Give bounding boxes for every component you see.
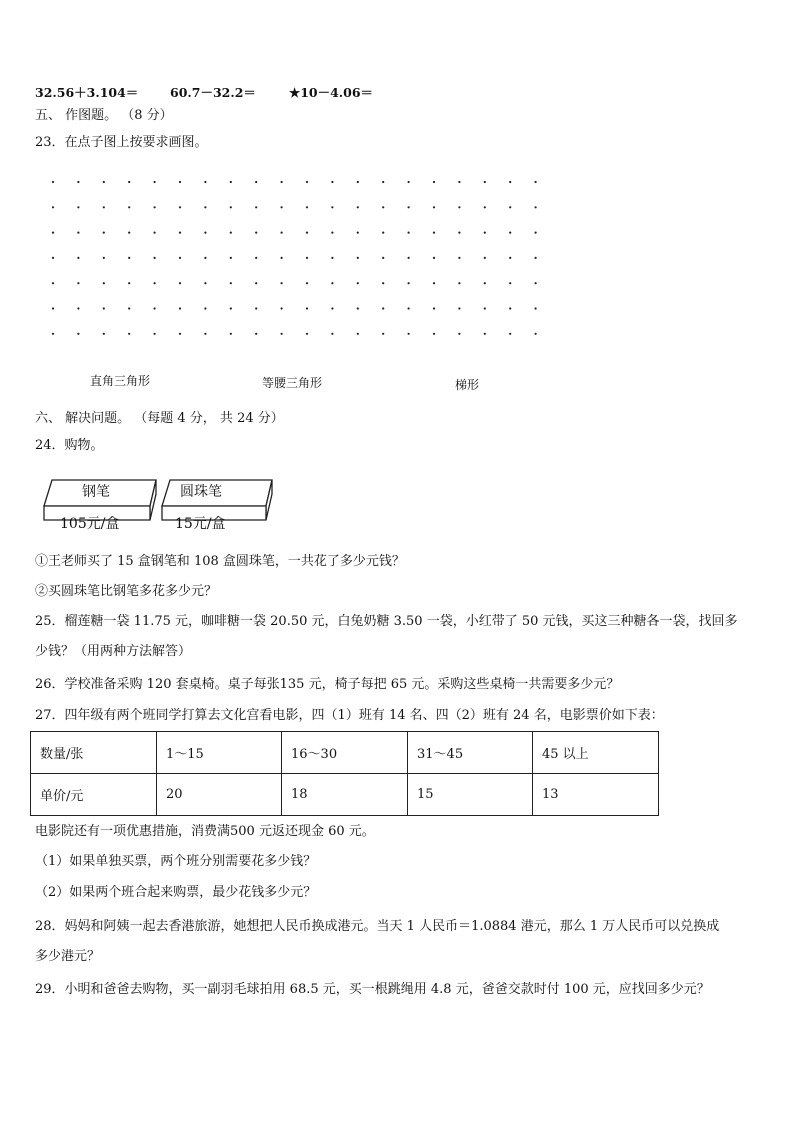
grid-dot[interactable] <box>255 257 257 259</box>
grid-dot[interactable] <box>128 181 130 183</box>
grid-dot[interactable] <box>230 257 232 259</box>
grid-dot[interactable] <box>154 282 156 284</box>
grid-dot[interactable] <box>52 206 54 208</box>
calc-3: ★10－4.06＝ <box>289 85 374 100</box>
grid-dot[interactable] <box>382 257 384 259</box>
grid-dot[interactable] <box>52 232 54 234</box>
grid-dot[interactable] <box>331 257 333 259</box>
grid-dot[interactable] <box>204 257 206 259</box>
grid-dot[interactable] <box>281 206 283 208</box>
grid-dot[interactable] <box>52 257 54 259</box>
shape-label-right-triangle: 直角三角形 <box>90 374 151 388</box>
grid-dot[interactable] <box>281 181 283 183</box>
grid-dot[interactable] <box>128 282 130 284</box>
grid-dot[interactable] <box>509 257 511 259</box>
grid-dot[interactable] <box>331 206 333 208</box>
grid-dot[interactable] <box>535 206 537 208</box>
question-27-sub-2: （2）如果两个班合起来购票，最少花钱多少元？ <box>35 885 317 900</box>
table-cell: 单价/元 <box>31 774 157 816</box>
grid-dot[interactable] <box>103 333 105 335</box>
table-cell: 16～30 <box>282 732 408 774</box>
grid-dot[interactable] <box>281 282 283 284</box>
grid-dot[interactable] <box>357 206 359 208</box>
grid-dot[interactable] <box>103 181 105 183</box>
question-28-line-1: 28．妈妈和阿姨一起去香港旅游，她想把人民币换成港元。当天 1 人民币＝1.0884 港元，那么 1 万人民币可以兑换成 <box>35 919 720 934</box>
grid-dot[interactable] <box>509 282 511 284</box>
grid-dot[interactable] <box>77 206 79 208</box>
grid-dot[interactable] <box>230 282 232 284</box>
grid-dot[interactable] <box>179 206 181 208</box>
question-28-line-2: 多少港元？ <box>35 949 101 964</box>
pen-box-label: 钢笔 <box>82 484 110 500</box>
grid-dot[interactable] <box>484 181 486 183</box>
grid-dot[interactable] <box>204 333 206 335</box>
grid-dot[interactable] <box>128 307 130 309</box>
grid-dot[interactable] <box>535 333 537 335</box>
question-25-line-2: 少钱？（用两种方法解答） <box>35 644 192 659</box>
grid-dot[interactable] <box>382 282 384 284</box>
grid-dot[interactable] <box>52 282 54 284</box>
grid-dot[interactable] <box>128 206 130 208</box>
grid-dot[interactable] <box>154 307 156 309</box>
grid-dot[interactable] <box>458 333 460 335</box>
grid-dot[interactable] <box>331 307 333 309</box>
question-24-sub-2: ②买圆珠笔比钢笔多花多少元？ <box>35 584 218 599</box>
grid-dot[interactable] <box>357 257 359 259</box>
grid-dot[interactable] <box>357 307 359 309</box>
grid-dot[interactable] <box>484 333 486 335</box>
grid-dot[interactable] <box>128 232 130 234</box>
grid-dot[interactable] <box>331 232 333 234</box>
grid-dot[interactable] <box>204 232 206 234</box>
grid-dot[interactable] <box>458 257 460 259</box>
grid-dot[interactable] <box>154 232 156 234</box>
grid-dot[interactable] <box>204 307 206 309</box>
grid-dot[interactable] <box>77 333 79 335</box>
question-24-sub-1: ①王老师买了 15 盒钢笔和 108 盒圆珠笔，一共花了多少元钱？ <box>35 554 405 569</box>
grid-dot[interactable] <box>433 307 435 309</box>
grid-dot[interactable] <box>103 232 105 234</box>
grid-dot[interactable] <box>52 181 54 183</box>
grid-dot[interactable] <box>357 232 359 234</box>
grid-dot[interactable] <box>433 232 435 234</box>
grid-dot[interactable] <box>408 257 410 259</box>
grid-dot[interactable] <box>357 181 359 183</box>
grid-dot[interactable] <box>281 307 283 309</box>
calc-2: 60.7－32.2＝ <box>170 85 256 100</box>
grid-dot[interactable] <box>433 282 435 284</box>
table-row <box>31 774 659 816</box>
grid-dot[interactable] <box>535 232 537 234</box>
ballpoint-box-label: 圆珠笔 <box>180 484 222 500</box>
grid-dot[interactable] <box>458 307 460 309</box>
grid-dot[interactable] <box>179 307 181 309</box>
table-cell: 31～45 <box>408 732 533 774</box>
table-cell: 20 <box>157 774 282 816</box>
grid-dot[interactable] <box>230 232 232 234</box>
grid-dot[interactable] <box>357 333 359 335</box>
grid-dot[interactable] <box>204 282 206 284</box>
grid-dot[interactable] <box>408 307 410 309</box>
grid-dot[interactable] <box>408 282 410 284</box>
grid-dot[interactable] <box>331 282 333 284</box>
question-27-sub-1: （1）如果单独买票，两个班分别需要花多少钱？ <box>35 854 317 869</box>
question-25-line-1: 25．榴莲糖一袋 11.75 元，咖啡糖一袋 20.50 元，白兔奶糖 3.50 一袋，小红带了 50 元钱，买这三种糖各一袋，找回多 <box>35 614 738 629</box>
shape-label-isosceles-triangle: 等腰三角形 <box>262 376 323 390</box>
grid-dot[interactable] <box>509 206 511 208</box>
grid-dot[interactable] <box>509 181 511 183</box>
grid-dot[interactable] <box>179 232 181 234</box>
calc-1: 32.56＋3.104＝ <box>35 85 139 100</box>
grid-dot[interactable] <box>306 232 308 234</box>
grid-dot[interactable] <box>306 333 308 335</box>
grid-dot[interactable] <box>306 181 308 183</box>
grid-dot[interactable] <box>103 307 105 309</box>
grid-dot[interactable] <box>204 206 206 208</box>
grid-dot[interactable] <box>382 206 384 208</box>
table-cell: 15 <box>408 774 533 816</box>
question-27: 27．四年级有两个班同学打算去文化宫看电影，四（1）班有 14 名、四（2）班有 24 名，电影票价如下表： <box>35 708 664 723</box>
grid-dot[interactable] <box>433 181 435 183</box>
grid-dot[interactable] <box>331 181 333 183</box>
grid-dot[interactable] <box>255 206 257 208</box>
grid-dot[interactable] <box>306 307 308 309</box>
grid-dot[interactable] <box>230 181 232 183</box>
grid-dot[interactable] <box>458 206 460 208</box>
grid-dot[interactable] <box>458 282 460 284</box>
grid-dot[interactable] <box>331 333 333 335</box>
grid-dot[interactable] <box>382 181 384 183</box>
grid-dot[interactable] <box>77 232 79 234</box>
grid-dot[interactable] <box>484 232 486 234</box>
grid-dot[interactable] <box>484 257 486 259</box>
grid-dot[interactable] <box>458 232 460 234</box>
question-23: 23．在点子图上按要求画图。 <box>35 135 208 150</box>
grid-dot[interactable] <box>408 206 410 208</box>
grid-dot[interactable] <box>306 257 308 259</box>
grid-dot[interactable] <box>230 307 232 309</box>
grid-dot[interactable] <box>484 307 486 309</box>
grid-dot[interactable] <box>509 232 511 234</box>
grid-dot[interactable] <box>179 333 181 335</box>
grid-dot[interactable] <box>179 257 181 259</box>
grid-dot[interactable] <box>408 181 410 183</box>
grid-dot[interactable] <box>281 333 283 335</box>
grid-dot[interactable] <box>535 307 537 309</box>
shape-label-trapezoid: 梯形 <box>455 378 480 392</box>
grid-dot[interactable] <box>103 257 105 259</box>
grid-dot[interactable] <box>281 257 283 259</box>
grid-dot[interactable] <box>484 282 486 284</box>
grid-dot[interactable] <box>128 257 130 259</box>
table-cell: 数量/张 <box>31 732 157 774</box>
grid-dot[interactable] <box>77 181 79 183</box>
section-5-title: 五、 作图题。 （8 分） <box>35 108 173 123</box>
question-27-note: 电影院还有一项优惠措施，消费满500 元返还现金 60 元。 <box>35 824 375 839</box>
grid-dot[interactable] <box>433 206 435 208</box>
grid-dot[interactable] <box>408 333 410 335</box>
grid-dot[interactable] <box>255 232 257 234</box>
grid-dot[interactable] <box>204 181 206 183</box>
table-row <box>31 732 659 774</box>
ticket-price-table <box>30 731 659 816</box>
grid-dot[interactable] <box>179 282 181 284</box>
ballpoint-price: 15元/盒 <box>175 516 226 532</box>
grid-dot[interactable] <box>179 181 181 183</box>
pen-price: 105元/盒 <box>60 516 120 532</box>
grid-dot[interactable] <box>306 282 308 284</box>
grid-dot[interactable] <box>77 307 79 309</box>
grid-dot[interactable] <box>535 181 537 183</box>
grid-dot[interactable] <box>154 333 156 335</box>
grid-dot[interactable] <box>77 282 79 284</box>
grid-dot[interactable] <box>230 206 232 208</box>
table-cell: 18 <box>282 774 408 816</box>
table-cell: 1～15 <box>157 732 282 774</box>
grid-dot[interactable] <box>154 257 156 259</box>
table-cell: 45 以上 <box>533 732 659 774</box>
grid-dot[interactable] <box>408 232 410 234</box>
grid-dot[interactable] <box>154 181 156 183</box>
grid-dot[interactable] <box>357 282 359 284</box>
section-6-title: 六、 解决问题。 （每题 4 分， 共 24 分） <box>35 411 284 426</box>
grid-dot[interactable] <box>103 206 105 208</box>
grid-dot[interactable] <box>382 333 384 335</box>
grid-dot[interactable] <box>281 232 283 234</box>
dot-grid[interactable] <box>0 0 794 400</box>
grid-dot[interactable] <box>128 333 130 335</box>
grid-dot[interactable] <box>433 333 435 335</box>
grid-dot[interactable] <box>255 307 257 309</box>
grid-dot[interactable] <box>433 257 435 259</box>
grid-dot[interactable] <box>52 333 54 335</box>
question-24: 24．购物。 <box>35 438 104 453</box>
grid-dot[interactable] <box>255 333 257 335</box>
question-29: 29．小明和爸爸去购物，买一副羽毛球拍用 68.5 元，买一根跳绳用 4.8 元，爸爸交款时付 100 元，应找回多少元？ <box>35 982 710 997</box>
grid-dot[interactable] <box>255 282 257 284</box>
grid-dot[interactable] <box>484 206 486 208</box>
grid-dot[interactable] <box>230 333 232 335</box>
grid-dot[interactable] <box>535 282 537 284</box>
grid-dot[interactable] <box>509 307 511 309</box>
grid-dot[interactable] <box>52 307 54 309</box>
grid-dot[interactable] <box>382 232 384 234</box>
grid-dot[interactable] <box>509 333 511 335</box>
grid-dot[interactable] <box>154 206 156 208</box>
grid-dot[interactable] <box>77 257 79 259</box>
grid-dot[interactable] <box>535 257 537 259</box>
grid-dot[interactable] <box>103 282 105 284</box>
grid-dot[interactable] <box>458 181 460 183</box>
table-cell: 13 <box>533 774 659 816</box>
grid-dot[interactable] <box>382 307 384 309</box>
grid-dot[interactable] <box>255 181 257 183</box>
question-26: 26．学校准备采购 120 套桌椅。桌子每张135 元，椅子每把 65 元。采购这些桌椅一共需要多少元？ <box>35 677 620 692</box>
grid-dot[interactable] <box>306 206 308 208</box>
